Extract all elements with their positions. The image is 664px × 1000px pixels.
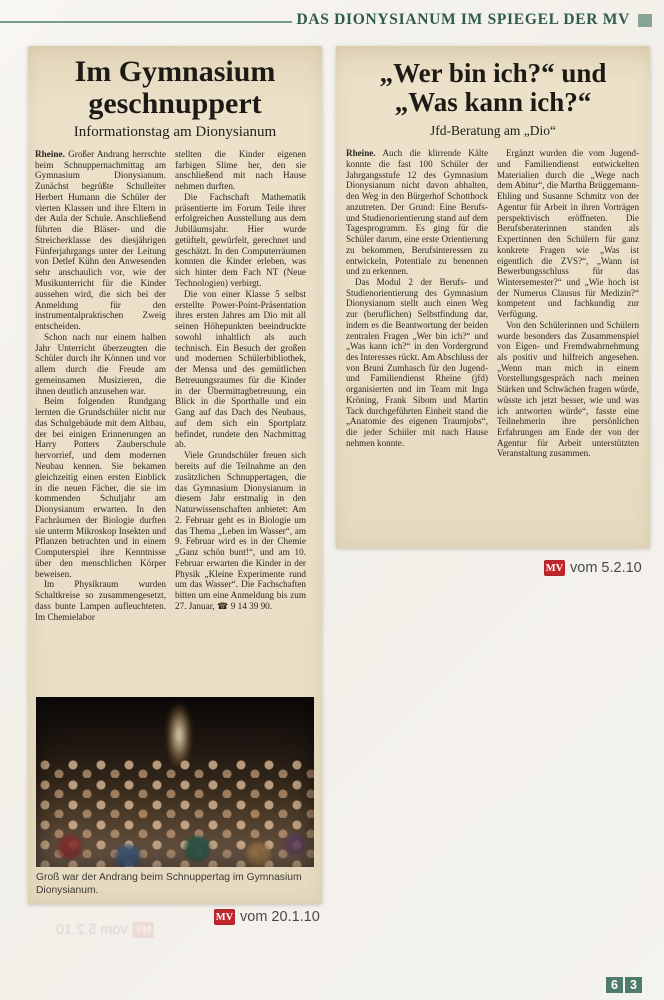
paragraph: stellten die Kinder eigenen farbigen Slime her, den sie anschließend mit nach Hause nehmen durften. xyxy=(175,148,306,192)
article-headline-line1: „Wer bin ich?“ und xyxy=(379,58,607,88)
photo-crowd-jackets xyxy=(36,796,314,867)
photo-caption: Groß war der Andrang beim Schnuppertag im Gymnasium Dionysianum. xyxy=(36,872,302,896)
mv-logo: MV xyxy=(544,560,565,576)
paragraph: Die von einer Klasse 5 selbst erstellte Power-Point-Präsentation ihres ersten Jahres am Dio mit all seinen Höhepunkten beeindruckte sowohl inhaltlich als auch technisch. Ein Besuch der großen und modernen Schülerbibliothek, der Mensa und des gemütlichen Betreuungsraumes für die Kinder in der Übermittagbetreuung, ein Blick in die Sporthalle und ein Gang auf das Dach des Neubaus, auf dem sich ein Sportplatz befindet, rundete den Nachmittag ab. xyxy=(175,288,306,450)
paragraph: Das Modul 2 der Berufs- und Studienorientierung des Gymnasium Dionysianum stellt auch einen Weg zur (beruflichen) Selbstfindung dar, indem es die Beantwortung der beiden zentralen Fragen „Wer bin ich?“ und „Was kann ich?“ in den Vordergrund des Interesses rückt. Am Abschluss der von Bruni Zumhasch für den Jugend- und Familiendienst Rheine (jfd) organisierten und im Team mit Inga Kröning, Frank Sibom und Martin Tack durchgeführten Einheit stand die „Anatomie des eigenen Traumjobs“, die jeder Schüler mit nach Hause nehmen konnte. xyxy=(346,276,488,448)
article-subhead: Informationstag am Dionysianum xyxy=(73,123,277,140)
paragraph xyxy=(35,149,166,332)
body-column-1 xyxy=(346,148,488,538)
stamp-date: vom 5.2.10 xyxy=(570,560,642,576)
header-accent-square xyxy=(638,14,652,27)
photo-crowd-heads xyxy=(36,758,314,867)
mv-date-stamp-right xyxy=(544,560,642,576)
newspaper-clipping-beratung xyxy=(336,46,650,548)
article-subhead: Jfd-Beratung am „Dio“ xyxy=(430,123,556,139)
paragraph: Die Fachschaft Mathematik präsentierte im Forum Teile ihrer erfolgreichen Ausstellung aus dem Jubiläumsjahr. Hier wurde getüftelt, gewürfelt, gerechnet und geschätzt. In den Computerräumen konnten die Kinder erleben, was sich hinter dem Fach NT (Neue Technologien) verbirgt. xyxy=(175,191,306,288)
article-headline-line2: „Was kann ich?“ xyxy=(394,87,592,118)
stamp-date-ghost: vom 5.2.10 xyxy=(56,922,128,938)
newspaper-clipping-gymnasium xyxy=(28,46,322,904)
mv-logo-ghost: MV xyxy=(133,922,154,938)
paragraph: Im Physikraum wurden Schaltkreise so zusammengesetzt, dass bunte Lampen aufleuchteten. Im Chemielabor xyxy=(35,579,166,622)
page-number xyxy=(606,977,642,993)
mv-date-stamp-left xyxy=(214,909,320,925)
header-rule xyxy=(0,21,292,23)
paragraph-text: Auch die klirrende Kälte konnte die fast 100 Schüler der Jahrgangsstufe 12 des Gymnasium Dionysianum nicht davon abhalten, den Weg in den Bürgerhof Schotthock anzutreten. Der Grund: Eine Berufs- und Studienorientierung stand auf dem Tagesprogramm. Es ging für die Schüler darum, eine erste Orientierung zu bekommen, Berufsinteressen zu entwickeln, Potentiale zu benennen und zu erkennen. xyxy=(346,148,488,277)
dateline: Rheine. xyxy=(35,148,65,159)
body-column-2 xyxy=(175,149,306,695)
page-number-digit: 6 xyxy=(606,977,623,993)
article-photo-crowd xyxy=(36,697,314,867)
paragraph xyxy=(346,148,488,277)
ghost-show-through-stamp xyxy=(56,922,154,938)
paragraph: Ergänzt wurden die vom Jugend- und Familiendienst entwickelten Materialien durch die „Wege nach dem Abitur“, die Martha Brüggemann-Ehling und Susanne Schmitz von der Agentur für Arbeit in ihren Vorträgen perspektivisch eröffneten. Die Berufsberaterinnen standen als Expertinnen den Schülern für ganz konkrete Fragen wie „Was ist eigentlich die ZVS?“, „Wann ist Bewerbungsschluss für das Wintersemester?“ und „Wie hoch ist der Numerus Clausus für Medizin?“ kompetent und fachkundig zur Verfügung. xyxy=(497,148,639,320)
body-column-1 xyxy=(35,149,166,695)
article-body xyxy=(336,148,650,538)
paragraph-text: Großer Andrang herrschte beim Schnuppernachmittag am Gymnasium Dionysianum. Zunächst begrüßte Schulleiter Herbert Humann die Schüler der vierten Klassen und ihre Eltern in der Aula der Schule. Anschließend führten die Bläser- und die Streicherklasse des diesjährigen Fünferjahrgangs unter der Leitung von Detlef Kühn den Anwesenden sehr anschaulich vor, wie der Musikunterricht für die Kinder aussehen wird, die sich bei der Anmeldung für den instrumentalpraktischen Zweig entscheiden. xyxy=(35,148,166,332)
article-body xyxy=(28,149,322,695)
dateline: Rheine. xyxy=(346,148,376,159)
photo-light-glow xyxy=(167,704,191,766)
paragraph: Beim folgenden Rundgang lernten die Grundschüler nicht nur das Schulgebäude mit dem Altbau, der bei einigen Erinnerungen an Harry Potters Zauberschule hervorrief, und dem modernen Neubau kennen. Sie bekamen gleichzeitig einen ersten Einblick in die neuen Fächer, die sie im kommenden Schuljahr am Dionysianum erwarten. In den Fachräumen der Biologie durften sie unterm Mikroskop Insekten und Pflanzen betrachten und in einem Computerspiel ihre Kenntnisse über den menschlichen Körper beweisen. xyxy=(35,396,166,579)
body-column-2 xyxy=(497,148,639,538)
article-headline: Im Gymnasium geschnuppert xyxy=(74,55,276,121)
mv-logo: MV xyxy=(214,909,235,925)
paragraph: Viele Grundschüler freuen sich bereits auf die Teilnahme an den zusätzlichen Schnuppertagen, die das Gymnasium Dionysianum in diesem Jahr erstmalig in den Naturwissenschaften anbietet: Am 2. Februar geht es in Biologie um das Thema „Leben im Wasser“, am 9. Februar wird es in der Chemie „Ganz schön bunt!“, und am 10. Februar erwarten die Kinder in der Physik „Kleine Experimente rund um das Wasser“. Die Fachschaften bitten um eine Anmeldung bis zum 27. Januar, ☎ 9 14 39 90. xyxy=(175,450,306,611)
page-header-title: DAS DIONYSIANUM IM SPIEGEL DER MV xyxy=(296,11,630,28)
paragraph: Schon nach nur einem halben Jahr Unterricht überzeugten die Schüler durch ihr Können und vor allem durch die Freude am gemeinsamen Musizieren, die ihnen deutlich anzusehen war. xyxy=(35,331,166,396)
paragraph: Von den Schülerinnen und Schülern wurde besonders das Zusammenspiel von Eigen- und Fremdwahrnehmung als positiv und hilfreich angesehen. „Wenn man mich in einem Vorstellungsgespräch nach meinen Stärken und Schwächen fragen würde, wüsste ich jetzt besser, wie und was ich antworten würde“, fasste eine Teilnehmerin ihre persönlichen Erfahrungen am Ende der von der Agentur für Arbeit unterstützten Veranstaltung zusammen. xyxy=(497,319,639,459)
stamp-date: vom 20.1.10 xyxy=(240,909,320,925)
page-number-digit: 3 xyxy=(625,977,642,993)
